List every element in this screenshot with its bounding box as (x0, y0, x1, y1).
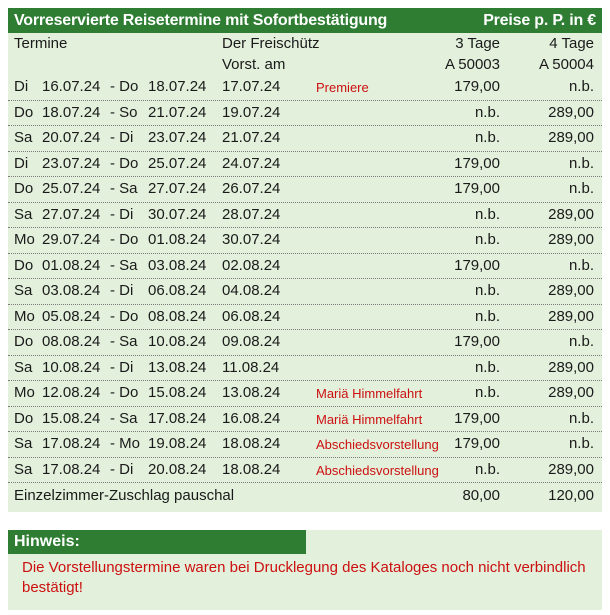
table-row (8, 458, 602, 484)
price-4-tage: 289,00 (548, 282, 594, 299)
price-4-tage: 289,00 (548, 205, 594, 223)
performance-date: 11.08.24 (222, 358, 280, 376)
date-start: 23.07.24 (42, 154, 101, 172)
day-end: - Di (110, 205, 134, 223)
table-row (8, 305, 602, 331)
date-start: 01.08.24 (42, 256, 101, 274)
performance-date: 19.07.24 (222, 103, 281, 121)
footer-price-3: 80,00 (462, 487, 500, 504)
price-4-tage: n.b. (568, 78, 594, 95)
table-row (8, 126, 602, 152)
day-end: - Mo (110, 435, 140, 452)
date-end: 06.08.24 (148, 282, 207, 299)
price-4-tage: n.b. (568, 333, 594, 350)
date-start: 05.08.24 (42, 307, 101, 325)
date-start: 29.07.24 (42, 231, 101, 248)
day-end: - Sa (110, 333, 138, 350)
date-end: 21.07.24 (148, 103, 207, 121)
price-label: Preise p. P. in € (483, 11, 596, 29)
day-end: - Di (110, 358, 134, 376)
table-row (8, 279, 602, 305)
day-end: - Sa (110, 409, 138, 427)
date-end: 20.08.24 (148, 460, 207, 478)
day-end: - So (110, 103, 138, 121)
day-start: Sa (14, 358, 33, 376)
schedule-panel (8, 8, 602, 512)
performance-date: 04.08.24 (222, 282, 281, 299)
price-3-tage: 179,00 (454, 256, 500, 274)
price-3-tage: n.b. (474, 460, 500, 478)
day-end: - Di (110, 282, 134, 299)
performance-date: 18.08.24 (222, 460, 281, 478)
price-4-tage: n.b. (568, 256, 594, 274)
date-start: 16.07.24 (42, 78, 101, 95)
date-end: 25.07.24 (148, 154, 207, 172)
date-start: 17.08.24 (42, 435, 101, 452)
table-row (8, 254, 602, 280)
day-start: Di (14, 154, 29, 172)
day-start: Mo (14, 231, 35, 248)
day-start: Do (14, 409, 34, 427)
table-row (8, 75, 602, 101)
footer-row (8, 483, 602, 507)
date-start: 03.08.24 (42, 282, 101, 299)
price-4-tage: n.b. (568, 409, 594, 427)
date-end: 15.08.24 (148, 384, 207, 401)
event-note: Abschiedsvorstellung (316, 462, 439, 478)
performance-date: 26.07.24 (222, 180, 281, 197)
schedule-rows (8, 75, 602, 483)
day-start: Do (14, 103, 34, 121)
day-start: Mo (14, 384, 35, 401)
date-start: 15.08.24 (42, 409, 101, 427)
table-row (8, 432, 602, 458)
date-end: 13.08.24 (148, 358, 207, 376)
day-end: - Do (110, 78, 139, 95)
date-end: 17.08.24 (148, 409, 207, 427)
day-start: Sa (14, 435, 33, 452)
col-4-tage-code: A 50004 (538, 56, 594, 73)
table-row (8, 101, 602, 127)
price-3-tage: 179,00 (454, 333, 500, 350)
day-start: Mo (14, 307, 35, 325)
performance-date: 30.07.24 (222, 231, 281, 248)
date-end: 03.08.24 (148, 256, 207, 274)
table-row (8, 407, 602, 433)
date-start: 12.08.24 (42, 384, 101, 401)
performance-date: 18.08.24 (222, 435, 281, 452)
date-start: 18.07.24 (42, 103, 101, 121)
date-start: 25.07.24 (42, 180, 101, 197)
col-vorst: Vorst. am (222, 56, 286, 73)
footer-price-4: 120,00 (548, 487, 594, 504)
price-3-tage: 179,00 (454, 78, 500, 95)
day-start: Di (14, 78, 29, 95)
date-end: 23.07.24 (148, 129, 207, 146)
performance-date: 24.07.24 (222, 154, 281, 172)
table-row (8, 330, 602, 356)
day-start: Do (14, 180, 34, 197)
price-3-tage: n.b. (474, 129, 500, 146)
performance-date: 06.08.24 (222, 307, 281, 325)
price-4-tage: n.b. (568, 154, 594, 172)
date-end: 08.08.24 (148, 307, 207, 325)
table-title: Vorreservierte Reisetermine mit Sofortbestätigung (14, 11, 388, 29)
table-row (8, 228, 602, 254)
price-4-tage: 289,00 (548, 129, 594, 146)
day-end: - Sa (110, 180, 138, 197)
day-end: - Do (110, 307, 139, 325)
date-start: 27.07.24 (42, 205, 101, 223)
price-3-tage: n.b. (474, 205, 500, 223)
day-end: - Do (110, 154, 139, 172)
hinweis-title: Hinweis: (8, 530, 306, 554)
day-end: - Do (110, 231, 139, 248)
column-headers (8, 33, 602, 75)
price-4-tage: 289,00 (548, 307, 594, 325)
performance-date: 16.08.24 (222, 409, 281, 427)
price-4-tage: 289,00 (548, 384, 594, 401)
col-termine: Termine (14, 35, 68, 52)
date-start: 10.08.24 (42, 358, 101, 376)
price-3-tage: n.b. (474, 384, 500, 401)
event-note: Mariä Himmelfahrt (316, 411, 423, 427)
price-3-tage: 179,00 (454, 154, 500, 172)
price-4-tage: 289,00 (548, 358, 594, 376)
date-end: 18.07.24 (148, 78, 207, 95)
price-4-tage: 289,00 (548, 103, 594, 121)
date-end: 10.08.24 (148, 333, 207, 350)
performance-date: 02.08.24 (222, 256, 281, 274)
col-3-tage-code: A 50003 (444, 56, 500, 73)
price-3-tage: 179,00 (454, 409, 500, 427)
price-4-tage: 289,00 (548, 460, 594, 478)
footer-label: Einzelzimmer-Zuschlag pauschal (14, 487, 235, 504)
date-start: 08.08.24 (42, 333, 101, 350)
day-start: Do (14, 333, 34, 350)
table-row (8, 203, 602, 229)
date-end: 30.07.24 (148, 205, 207, 223)
performance-date: 17.07.24 (222, 78, 281, 95)
day-start: Sa (14, 460, 33, 478)
price-3-tage: 179,00 (454, 180, 500, 197)
hinweis-text: Die Vorstellungstermine waren bei Drucklegung des Kataloges noch nicht verbindlich bestätigt! (22, 559, 586, 596)
price-3-tage: n.b. (474, 282, 500, 299)
price-4-tage: n.b. (568, 180, 594, 197)
day-start: Sa (14, 129, 33, 146)
price-4-tage: n.b. (568, 435, 594, 452)
event-note: Mariä Himmelfahrt (316, 386, 423, 401)
day-start: Sa (14, 205, 33, 223)
date-end: 27.07.24 (148, 180, 207, 197)
price-3-tage: n.b. (474, 103, 500, 121)
price-3-tage: n.b. (474, 307, 500, 325)
day-end: - Sa (110, 256, 138, 274)
price-4-tage: 289,00 (548, 231, 594, 248)
performance-date: 09.08.24 (222, 333, 281, 350)
table-row (8, 177, 602, 203)
performance-date: 28.07.24 (222, 205, 281, 223)
price-3-tage: n.b. (474, 231, 500, 248)
event-note: Abschiedsvorstellung (316, 437, 439, 452)
table-header-bar (8, 8, 602, 33)
performance-date: 21.07.24 (222, 129, 281, 146)
date-start: 20.07.24 (42, 129, 101, 146)
price-3-tage: n.b. (474, 358, 500, 376)
table-row (8, 152, 602, 178)
price-3-tage: 179,00 (454, 435, 500, 452)
performance-date: 13.08.24 (222, 384, 281, 401)
day-start: Do (14, 256, 34, 274)
day-end: - Do (110, 384, 139, 401)
table-row (8, 356, 602, 382)
col-opera: Der Freischütz (222, 35, 320, 52)
date-start: 17.08.24 (42, 460, 101, 478)
date-end: 19.08.24 (148, 435, 207, 452)
table-row (8, 381, 602, 407)
event-note: Premiere (316, 80, 369, 95)
day-end: - Di (110, 460, 134, 478)
day-start: Sa (14, 282, 33, 299)
col-3-tage: 3 Tage (455, 35, 500, 52)
hinweis-box (8, 530, 602, 610)
date-end: 01.08.24 (148, 231, 207, 248)
day-end: - Di (110, 129, 134, 146)
col-4-tage: 4 Tage (549, 35, 594, 52)
